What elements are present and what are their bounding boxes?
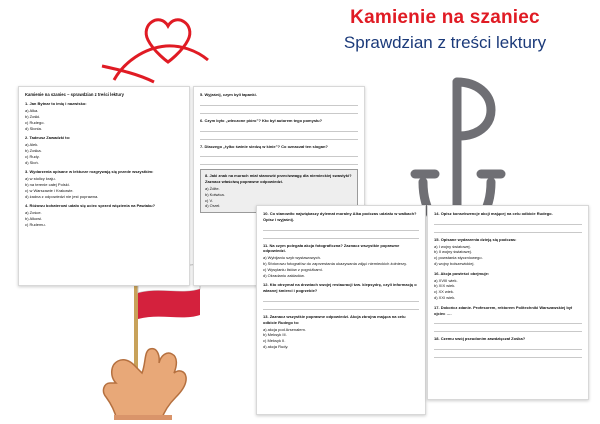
- question-item: [200, 118, 358, 140]
- option-item[interactable]: b) XIX wiek.: [434, 283, 456, 289]
- option-list: [434, 278, 582, 301]
- option-item[interactable]: d) XXI wiek.: [434, 294, 456, 300]
- answer-line[interactable]: [263, 304, 419, 310]
- option-item[interactable]: b) Sfotorowu fotografów do zaprzestania ukazywania zdjęć niemieckich żołnierzy.: [263, 260, 407, 266]
- question-number: 3.: [25, 169, 29, 175]
- question-text: [25, 203, 183, 209]
- answer-line[interactable]: [200, 126, 358, 132]
- option-list: [263, 327, 419, 350]
- worksheet-page-3: [256, 205, 426, 415]
- question-body: Wydarzenia opisane w lekturze rozgrywają się przede wszystkim:: [29, 169, 154, 175]
- question-body: Wyjaśnij, czym byli łapanki.: [204, 92, 257, 97]
- answer-line[interactable]: [263, 225, 419, 231]
- option-item[interactable]: d) żadna z odpowiedzi nie jest poprawna.: [25, 193, 99, 199]
- worksheet-page-1: [18, 86, 190, 286]
- question-body: Dlaczego „tylko świnie siedzą w kinie”? Co oznaczał ten slogan?: [204, 143, 328, 149]
- question-text: [263, 314, 419, 326]
- answer-line[interactable]: [434, 326, 582, 332]
- question-item: [263, 314, 419, 350]
- question-text: [25, 169, 183, 175]
- worksheet-heading: Kamienie na szaniec – sprawdzian z treści lektury: [25, 92, 124, 97]
- question-body: Dokończ zdanie. Profesorem, rektorem Politechniki Warszawskiej był ojciec ….: [434, 304, 573, 316]
- question-body: Na czym polegała akcja fotograficzna? Zaznacz wszystkie poprawne odpowiedzi.: [263, 242, 400, 254]
- option-item[interactable]: a) I wojny światowej.: [434, 243, 471, 249]
- question-item: [434, 211, 582, 233]
- question-item: [434, 237, 582, 267]
- question-body: Czym było „wleczone pióro”? Kto był autorem tego pomysłu?: [204, 117, 323, 123]
- answer-line[interactable]: [434, 227, 582, 233]
- option-item[interactable]: c) Rudemu.: [25, 221, 46, 227]
- question-text: [25, 101, 183, 107]
- question-item: [263, 243, 419, 279]
- question-item: [25, 203, 183, 227]
- question-text: [434, 336, 582, 342]
- option-item[interactable]: b) II wojny światowej.: [434, 249, 472, 255]
- title-subtitle: Sprawdzian z treści lektury: [343, 32, 547, 52]
- option-item[interactable]: d) Słonia.: [25, 125, 42, 131]
- question-body: Kto otrzymał na drzwiach swojej restauracji tzw. klepsydrę, czyli informację o własnej śmierci i pogrzebie?: [263, 282, 417, 294]
- option-item[interactable]: a) Wybijaniu szyb wystawowych.: [263, 255, 321, 261]
- answer-line[interactable]: [200, 134, 358, 140]
- question-item: [434, 271, 582, 301]
- question-item: [263, 282, 419, 310]
- option-item[interactable]: b) Alkowi.: [25, 216, 43, 221]
- question-number: 2.: [25, 135, 29, 141]
- question-text: [200, 144, 358, 150]
- question-number: 10.: [263, 211, 269, 216]
- option-list: [25, 176, 183, 199]
- answer-line[interactable]: [434, 344, 582, 350]
- page-title: [300, 8, 590, 52]
- option-item[interactable]: c) XX wiek.: [434, 289, 455, 295]
- option-item[interactable]: c) V.: [205, 197, 213, 203]
- option-item[interactable]: c) Rudego.: [25, 119, 45, 125]
- question-item: [263, 211, 419, 239]
- question-item: [25, 135, 183, 165]
- answer-line[interactable]: [200, 108, 358, 114]
- question-number: 5.: [200, 92, 204, 97]
- question-text: [434, 211, 582, 217]
- answer-line[interactable]: [263, 296, 419, 302]
- question-number: 7.: [200, 143, 204, 149]
- option-item[interactable]: d) Słoń.: [25, 159, 39, 165]
- question-text: [434, 271, 582, 277]
- question-body: Zaznacz wszystkie poprawne odpowiedzi. Akcja zbrojna mająca na celu odbicie Rudego to:: [263, 313, 406, 325]
- option-item[interactable]: c) Meksyk II.: [263, 338, 286, 344]
- option-item[interactable]: a) XVIII wiek.: [434, 277, 458, 283]
- option-item[interactable]: d) Okradaniu zakładów.: [263, 272, 305, 278]
- question-text: [205, 173, 353, 185]
- question-number: 1.: [25, 101, 29, 107]
- question-body: Jan Bytnar to imię i nazwisko:: [29, 101, 87, 107]
- question-body: Akcja powieści obejmuje:: [440, 270, 490, 276]
- question-body: Opisane wydarzenia dzieją się podczas:: [440, 236, 517, 242]
- question-number: 18.: [434, 336, 440, 342]
- question-body: Różowu bohaterowi udało się uciec sprzed więzienia na Pawiaku?: [29, 203, 156, 209]
- question-number: 13.: [263, 313, 269, 319]
- option-item[interactable]: b) na terenie całej Polski.: [25, 182, 70, 188]
- option-item[interactable]: b) Zośka.: [25, 148, 42, 154]
- question-number: 11.: [263, 242, 269, 248]
- option-item[interactable]: c) Rudy.: [25, 153, 40, 159]
- answer-line[interactable]: [434, 219, 582, 225]
- answer-line[interactable]: [200, 159, 358, 165]
- option-item[interactable]: a) Zośce.: [25, 210, 42, 216]
- question-text: [200, 118, 358, 124]
- option-item[interactable]: b) Zośki.: [25, 114, 41, 120]
- option-item[interactable]: b) Kotwica.: [205, 191, 225, 197]
- option-list: [434, 244, 582, 267]
- question-number: 12.: [263, 282, 269, 288]
- question-body: Opisz konsekwencje akcji mającej na celu odbicie Rudego.: [440, 211, 553, 216]
- question-number: 16.: [434, 270, 440, 276]
- option-list: [25, 210, 183, 227]
- question-text: [263, 282, 419, 294]
- option-item[interactable]: d) Orzeł.: [205, 203, 221, 209]
- question-number: 4.: [25, 203, 29, 209]
- worksheet-page-4: [427, 205, 589, 400]
- option-item[interactable]: d) akcja Rudy.: [263, 343, 289, 349]
- option-item[interactable]: a) Alek.: [25, 142, 39, 148]
- option-list: [25, 108, 183, 131]
- question-text: [434, 305, 582, 317]
- question-text: [200, 92, 358, 98]
- question-number: 15.: [434, 236, 440, 242]
- option-item[interactable]: b) Meksyk III.: [263, 332, 287, 338]
- question-body: Jaki znak na murach miał stanowić przeciwwagę dla niemieckiej swastyki? Zaznacz właściwą poprawne odpowiedzi.: [205, 173, 352, 185]
- answer-line[interactable]: [200, 100, 358, 106]
- question-item: [25, 101, 183, 131]
- answer-line[interactable]: [434, 318, 582, 324]
- answer-line[interactable]: [200, 151, 358, 157]
- question-body: Co stanowiło najwiękaszy dylemat moralny Alka podczas udziału w walkach? Opisz i wyjaśnij.: [263, 211, 417, 222]
- option-item[interactable]: c) w Warszawie i Krakowie.: [25, 187, 74, 193]
- question-item: [25, 169, 183, 199]
- option-list: [263, 255, 419, 278]
- option-item[interactable]: c) powstania styczniowego.: [434, 255, 483, 261]
- title-main: Kamienie na szaniec: [350, 7, 540, 28]
- option-item[interactable]: d) wojny bolszewickiej.: [434, 260, 475, 266]
- question-text: [263, 211, 419, 223]
- question-item: [200, 92, 358, 114]
- question-text: [434, 237, 582, 243]
- question-text: [25, 135, 183, 141]
- option-item[interactable]: a) akcja pod Arsenałem.: [263, 326, 306, 332]
- option-item[interactable]: a) Żółte.: [205, 185, 220, 191]
- question-item: [434, 305, 582, 333]
- option-list: [25, 142, 183, 165]
- answer-line[interactable]: [263, 233, 419, 239]
- question-number: 14.: [434, 211, 440, 216]
- question-number: 8.: [205, 173, 209, 179]
- heart-ribbon-icon: [96, 6, 236, 84]
- option-item[interactable]: a) Alka.: [25, 108, 39, 114]
- answer-line[interactable]: [434, 352, 582, 358]
- question-body: Czemu swój pseudonim zawdzięczał Zośka?: [440, 336, 526, 342]
- question-number: 6.: [200, 117, 204, 123]
- question-text: [263, 243, 419, 255]
- option-item[interactable]: c) Wysyłaniu listów z pogróżkami.: [263, 266, 323, 272]
- question-number: 17.: [434, 304, 440, 310]
- question-body: Tadeusz Zawadzki to:: [29, 135, 71, 141]
- question-item: [200, 144, 358, 166]
- option-item[interactable]: a) w stolicy kraju.: [25, 176, 56, 182]
- question-item: [434, 336, 582, 358]
